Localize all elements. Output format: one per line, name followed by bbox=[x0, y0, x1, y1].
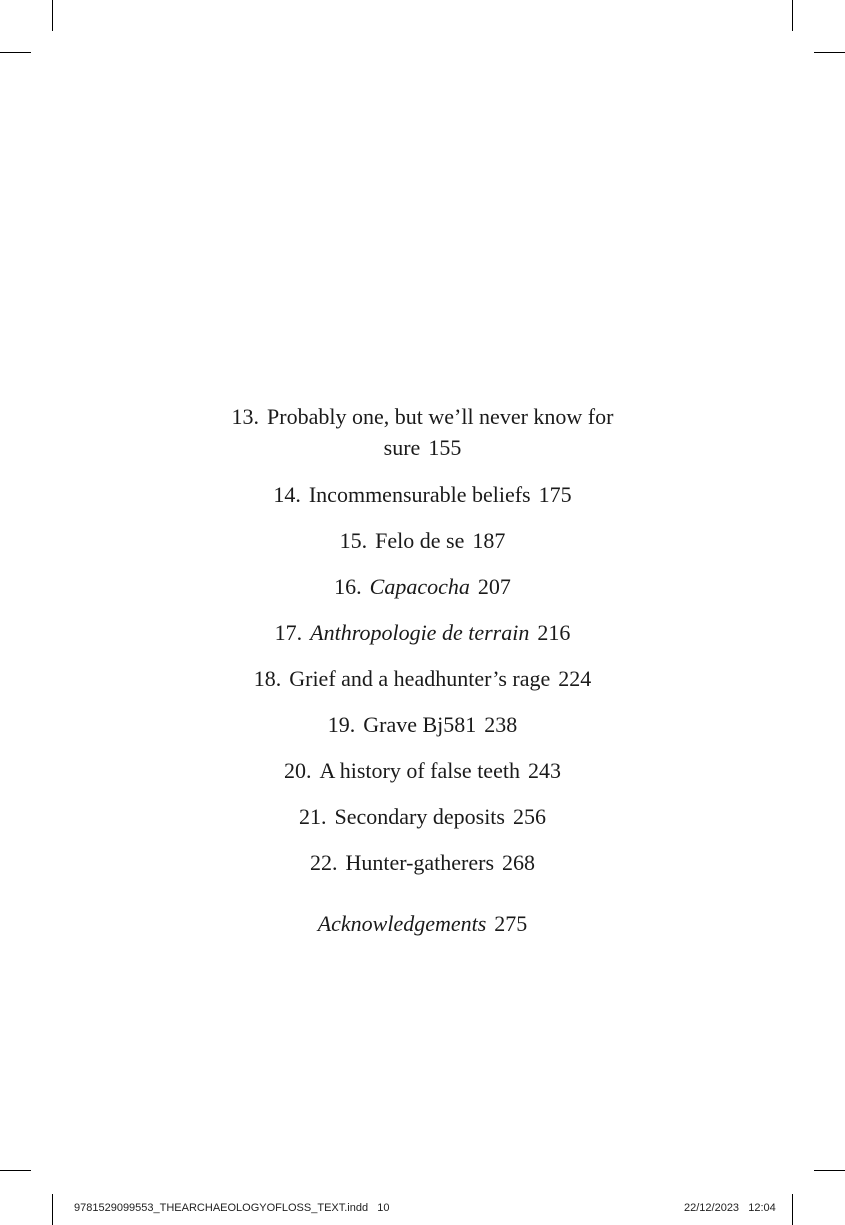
toc-entry-17[interactable] bbox=[0, 617, 845, 648]
toc-entry-page: 275 bbox=[494, 911, 528, 936]
toc-entry-number: 15. bbox=[339, 528, 368, 553]
toc-entry-number: 19. bbox=[327, 712, 356, 737]
toc-entry-title: Secondary deposits bbox=[334, 804, 505, 829]
slug-filename-text: 9781529099553_THEARCHAEOLOGYOFLOSS_TEXT.indd bbox=[74, 1202, 369, 1214]
slug-date: 22/12/2023 bbox=[684, 1202, 740, 1214]
toc-entry-title: Anthropologie de terrain bbox=[310, 620, 530, 645]
toc-entry-title: Hunter-gatherers bbox=[345, 850, 495, 875]
crop-mark-bottom-left bbox=[52, 1194, 53, 1225]
crop-mark-top-left bbox=[52, 0, 53, 31]
toc-entry-number: 16. bbox=[334, 574, 362, 599]
slug-time: 12:04 bbox=[748, 1202, 776, 1214]
toc-entry-page: 207 bbox=[477, 574, 511, 599]
toc-entry-title: Felo de se bbox=[375, 528, 465, 553]
toc-entry-page: 216 bbox=[537, 620, 571, 645]
toc-entry-number: 22. bbox=[309, 850, 338, 875]
toc-entry-page: 238 bbox=[484, 712, 518, 737]
toc-entry-page: 256 bbox=[512, 804, 546, 829]
crop-mark-top-left-h bbox=[0, 52, 31, 53]
crop-mark-top-right-h bbox=[814, 52, 845, 53]
toc-entry-page: 268 bbox=[502, 850, 536, 875]
crop-mark-top-right bbox=[792, 0, 793, 31]
toc-entry-title: Acknowledgements bbox=[317, 911, 487, 936]
toc-entry-page: 243 bbox=[527, 758, 561, 783]
toc-entry-number: 14. bbox=[273, 482, 301, 507]
toc-entry-title: Incommensurable beliefs bbox=[308, 482, 531, 507]
slug-datetime bbox=[684, 1202, 776, 1214]
toc-entry-13-text bbox=[213, 401, 633, 463]
toc-entry-21[interactable] bbox=[0, 801, 845, 832]
slug-filename bbox=[74, 1202, 390, 1214]
toc-entry-16[interactable] bbox=[0, 571, 845, 602]
toc-entry-number: 18. bbox=[253, 666, 282, 691]
crop-mark-bottom-left-h bbox=[0, 1170, 31, 1171]
toc-entry-acknowledgements[interactable] bbox=[0, 908, 845, 939]
toc-entry-title: Grave Bj581 bbox=[363, 712, 477, 737]
toc-entry-page: 224 bbox=[558, 666, 592, 691]
toc-entry-title: A history of false teeth bbox=[319, 758, 520, 783]
toc-entry-19[interactable] bbox=[0, 709, 845, 740]
toc-entry-20[interactable] bbox=[0, 755, 845, 786]
crop-mark-bottom-right bbox=[792, 1194, 793, 1225]
toc-entry-18[interactable] bbox=[0, 663, 845, 694]
toc-entry-22[interactable] bbox=[0, 847, 845, 878]
toc-entry-number: 20. bbox=[284, 758, 312, 783]
toc-entry-number: 13. bbox=[231, 404, 260, 429]
toc-entry-13[interactable] bbox=[0, 401, 845, 463]
toc-entry-page: 187 bbox=[472, 528, 506, 553]
toc-entry-number: 17. bbox=[274, 620, 303, 645]
toc-entry-page: 175 bbox=[538, 482, 572, 507]
crop-mark-bottom-right-h bbox=[814, 1170, 845, 1171]
toc-entry-title: Probably one, but we’ll never know for sure bbox=[267, 404, 614, 460]
toc-entry-title: Grief and a headhunter’s rage bbox=[289, 666, 551, 691]
slug-page-number: 10 bbox=[377, 1202, 390, 1214]
toc-entry-number: 21. bbox=[299, 804, 327, 829]
toc-entry-page: 155 bbox=[428, 435, 462, 460]
toc-entry-title: Capacocha bbox=[369, 574, 470, 599]
toc-entry-15[interactable] bbox=[0, 525, 845, 556]
toc-entry-14[interactable] bbox=[0, 479, 845, 510]
